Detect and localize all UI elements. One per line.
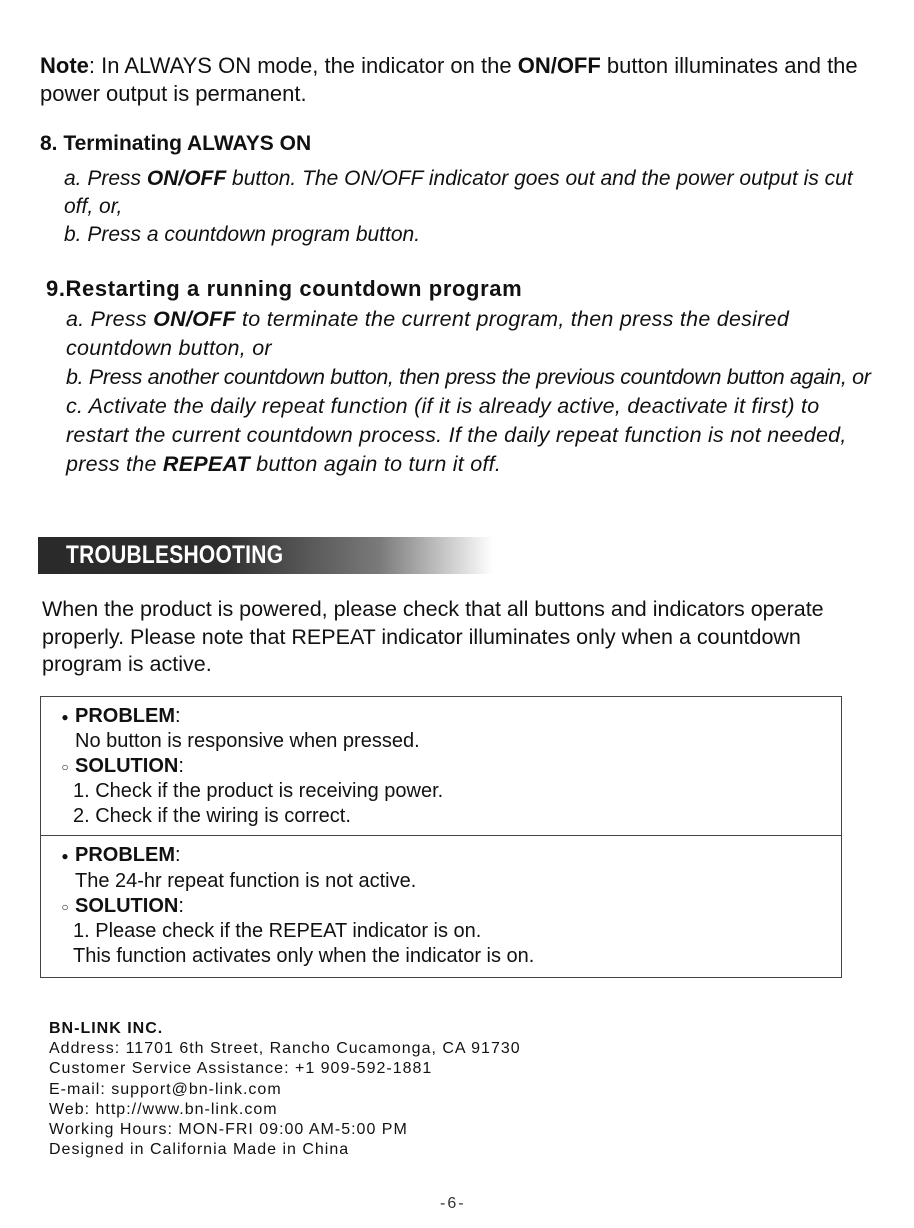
step-c-repeat: REPEAT <box>162 452 251 476</box>
company-origin: Designed in California Made in China <box>49 1141 350 1159</box>
section8-step-b: b. Press a countdown program button. <box>64 223 421 246</box>
solution-row: ○ SOLUTION: <box>55 895 184 918</box>
section8-heading: 8. Terminating ALWAYS ON <box>40 132 312 155</box>
solution-label: SOLUTION <box>75 755 179 777</box>
solution-label: SOLUTION <box>75 895 179 917</box>
section8-steps <box>64 165 874 249</box>
step-a-prefix: a. Press <box>66 307 154 331</box>
section9-heading: 9.Restarting a running countdown program <box>46 276 523 301</box>
step-c-text: c. Activate the daily repeat function (if it is already active, deactivate it first) to restart the current countdown process. If the daily repeat function is not needed, press the <box>66 394 847 476</box>
company-hours: Working Hours: MON-FRI 09:00 AM-5:00 PM <box>49 1121 408 1139</box>
filled-bullet-icon: ● <box>61 709 69 724</box>
company-footer <box>49 1019 521 1160</box>
note-paragraph <box>40 52 880 108</box>
problem-label: PROBLEM <box>75 844 175 866</box>
hollow-bullet-icon: ○ <box>61 899 69 914</box>
troubleshooting-intro: When the product is powered, please check that all buttons and indicators operate properly. Please note that REPEAT indicator illuminates only when a countdown program is active. <box>42 597 824 676</box>
solution-line: This function activates only when the indicator is on. <box>73 945 535 967</box>
note-onoff: ON/OFF <box>517 53 601 78</box>
note-text-1: : In ALWAYS ON mode, the indicator on the <box>88 53 518 78</box>
problem-text: No button is responsive when pressed. <box>75 730 420 752</box>
section9-step-b: b. Press another countdown button, then press the previous countdown button again, or <box>66 365 871 389</box>
solution-line: 2. Check if the wiring is correct. <box>73 805 351 827</box>
problem-box-1 <box>40 696 842 836</box>
section9-step-a <box>66 305 876 363</box>
hollow-bullet-icon: ○ <box>61 759 69 774</box>
problem-row: ● PROBLEM: <box>55 844 181 867</box>
solution-row: ○ SOLUTION: <box>55 755 184 778</box>
section8-step-a <box>64 165 874 221</box>
company-web: Web: http://www.bn-link.com <box>49 1100 278 1118</box>
step-a-prefix: a. Press <box>64 167 147 190</box>
solution-line: 1. Please check if the REPEAT indicator is on. <box>73 920 482 942</box>
note-label: Note <box>40 53 89 78</box>
page-number: -6- <box>440 1195 466 1212</box>
step-a-onoff: ON/OFF <box>153 307 236 331</box>
company-address: Address: 11701 6th Street, Rancho Cucamonga, CA 91730 <box>49 1040 521 1058</box>
problem-text: The 24-hr repeat function is not active. <box>75 870 417 892</box>
solution-line: 1. Check if the product is receiving power. <box>73 780 444 802</box>
step-a-onoff: ON/OFF <box>146 167 227 190</box>
step-a-rest: button. The ON/OFF indicator goes out and the power output is cut off, or, <box>64 167 853 218</box>
problem-row: ● PROBLEM: <box>55 705 181 728</box>
step-c-rest: button again to turn it off. <box>250 452 502 476</box>
troubleshooting-banner <box>38 537 493 574</box>
filled-bullet-icon: ● <box>61 848 69 863</box>
problem-label: PROBLEM <box>75 705 175 727</box>
problem-box-2 <box>40 836 842 978</box>
note-text-2: button illuminates and the power output is permanent. <box>40 53 858 106</box>
section9-step-c <box>66 392 876 479</box>
section9-steps <box>66 305 876 479</box>
company-email: E-mail: support@bn-link.com <box>49 1080 282 1098</box>
company-phone: Customer Service Assistance: +1 909-592-1881 <box>49 1060 433 1078</box>
troubleshooting-title: TROUBLESHOOTING <box>66 541 284 569</box>
step-a-rest: to terminate the current program, then press the desired countdown button, or <box>66 307 790 360</box>
company-name: BN-LINK INC. <box>49 1020 164 1037</box>
